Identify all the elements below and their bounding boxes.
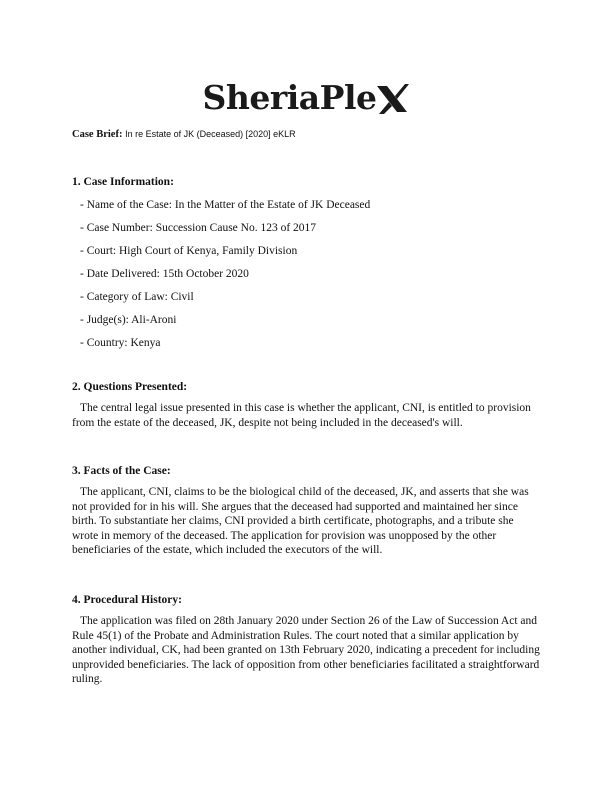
list-item: - Court: High Court of Kenya, Family Division xyxy=(80,245,298,257)
list-item: - Name of the Case: In the Matter of the Estate of JK Deceased xyxy=(80,199,371,211)
list-item: - Category of Law: Civil xyxy=(80,291,194,303)
case-information-section xyxy=(72,175,542,350)
case-info-list xyxy=(72,198,542,350)
facts-section xyxy=(72,464,542,558)
x-mark-icon xyxy=(375,82,409,116)
procedural-history-section xyxy=(72,593,542,687)
case-brief-title: In re Estate of JK (Deceased) [2020] eKLR xyxy=(125,129,296,139)
section-body: The applicant, CNI, claims to be the biological child of the deceased, JK, and asserts that she was not provided for in his will. She argues that the deceased had supported and maintained her since birth. To substantiate her claims, CNI provided a birth certificate, photographs, and a tribute she wrote in memory of the deceased. The application for provision was unopposed by the other beneficiaries of the estate, which included the executors of the will. xyxy=(72,486,529,557)
list-item: - Judge(s): Ali-Aroni xyxy=(80,314,177,326)
section-heading: 1. Case Information: xyxy=(72,176,174,188)
list-item: - Case Number: Succession Cause No. 123 of 2017 xyxy=(80,222,317,234)
list-item: - Date Delivered: 15th October 2020 xyxy=(80,268,249,280)
logo-text: SheriaPle xyxy=(202,78,377,117)
sheriaplex-logo xyxy=(0,78,612,118)
questions-presented-section xyxy=(72,380,542,430)
section-heading: 4. Procedural History: xyxy=(72,594,182,606)
list-item: - Country: Kenya xyxy=(80,337,161,349)
case-brief-label: Case Brief: xyxy=(72,129,123,140)
section-heading: 2. Questions Presented: xyxy=(72,381,188,393)
section-body: The application was filed on 28th January 2020 under Section 26 of the Law of Succession Act and Rule 45(1) of the Probate and Administration Rules. The court noted that a similar application by another individual, CK, had been granted on 13th February 2020, indicating a precedent for including unprovided beneficiaries. The lack of opposition from other beneficiaries facilitated a straightforward ruling. xyxy=(72,615,540,686)
case-brief-line xyxy=(72,127,296,142)
section-body: The central legal issue presented in this case is whether the applicant, CNI, is entitled to provision from the estate of the deceased, JK, despite not being included in the deceased's will. xyxy=(72,402,531,429)
section-heading: 3. Facts of the Case: xyxy=(72,465,171,477)
